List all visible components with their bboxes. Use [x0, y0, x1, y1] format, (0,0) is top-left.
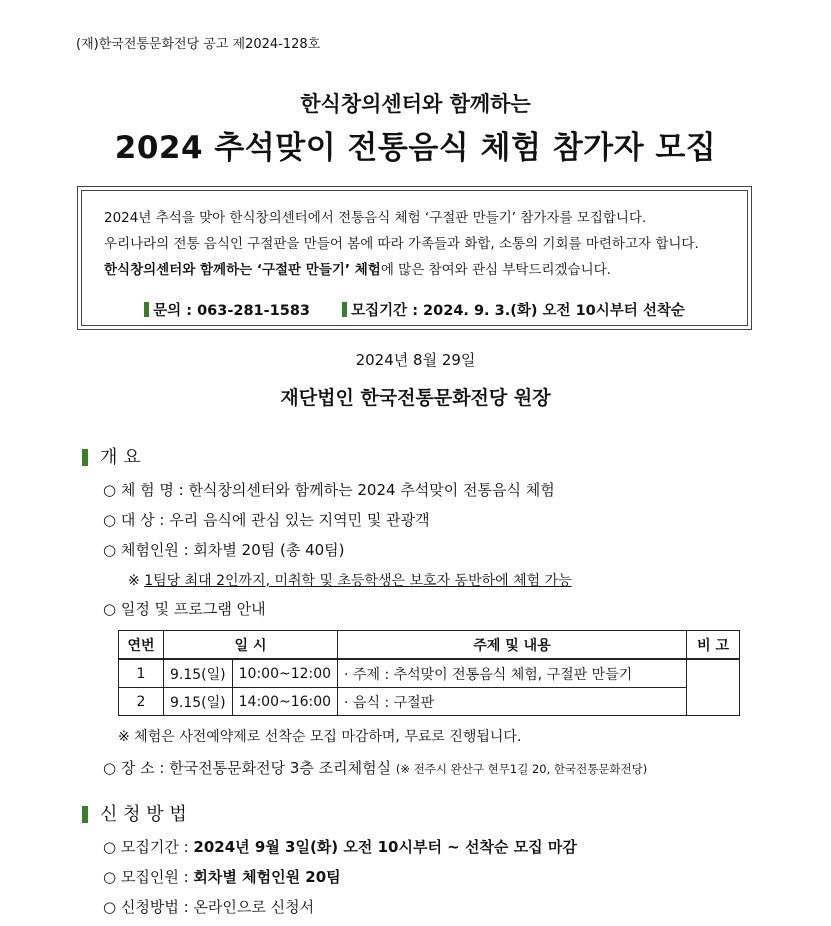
col-header-content: 주제 및 내용	[338, 631, 687, 660]
notice-number: (재)한국전통문화전당 공고 제2024-128호	[76, 37, 321, 52]
overview-people: ○ 체험인원 : 회차별 20팀 (총 40팀)	[103, 541, 345, 559]
section-overview-heading	[82, 443, 141, 469]
intro-line-2: 우리나라의 전통 음식인 구절판을 만들어 봄에 따라 가족들과 화합, 소통의 기회를 마련하고자 합니다.	[104, 236, 699, 252]
overview-target: ○ 대 상 : 우리 음식에 관심 있는 지역민 및 관광객	[103, 511, 430, 529]
apply-period-value: 2024년 9월 3일(화) 오전 10시부터 ~ 선착순 모집 마감	[193, 838, 577, 856]
overview-program-name: ○ 체 험 명 : 한식창의센터와 함께하는 2024 추석맞이 전통음식 체험	[103, 481, 555, 499]
apply-people-label: ○ 모집인원 :	[103, 868, 194, 886]
cell-no: 2	[119, 688, 164, 716]
intro-line-3-bold: 한식창의센터와 함께하는 ‘구절판 만들기’ 체험	[104, 262, 381, 278]
bullet-bar-icon	[342, 302, 347, 317]
cell-time: 14:00~16:00	[232, 688, 337, 716]
signer: 재단법인 한국전통문화전당 원장	[280, 387, 551, 409]
section-bar-icon	[82, 806, 88, 823]
table-row	[119, 688, 740, 716]
cell-desc-food: · 음식 : 구절판	[338, 688, 687, 716]
place-address: (※ 전주시 완산구 현무1길 20, 한국전통문화전당)	[395, 762, 648, 776]
apply-people-value: 회차별 체험인원 20팀	[193, 868, 341, 886]
table-row	[119, 659, 740, 688]
col-header-remark: 비 고	[687, 631, 740, 660]
cell-day: 9.15(일)	[164, 688, 233, 716]
table-header-row	[119, 631, 740, 660]
apply-people	[103, 866, 341, 887]
apply-period	[103, 836, 577, 857]
cell-desc-theme: · 주제 : 추석맞이 전통음식 체험, 구절판 만들기	[338, 659, 687, 688]
bullet-bar-icon	[144, 302, 149, 317]
cell-remark	[687, 659, 740, 716]
cell-no: 1	[119, 659, 164, 688]
recruit-period: 모집기간 : 2024. 9. 3.(화) 오전 10시부터 선착순	[351, 303, 685, 319]
intro-line-1: 2024년 추석을 맞아 한식창의센터에서 전통음식 체험 ‘구절판 만들기’ 참가자를 모집합니다.	[104, 210, 647, 226]
note-mark: ※	[128, 573, 145, 589]
reservation-note: ※ 체험은 사전예약제로 선착순 모집 마감하며, 무료로 진행됩니다.	[118, 729, 522, 745]
col-header-datetime: 일 시	[164, 631, 338, 660]
intro-line-3	[104, 258, 611, 278]
announcement-date: 2024년 8월 29일	[355, 351, 476, 369]
section-overview-title: 개 요	[100, 447, 141, 468]
overview-place	[103, 757, 647, 778]
cell-day: 9.15(일)	[164, 659, 233, 688]
overview-schedule-heading: ○ 일정 및 프로그램 안내	[103, 600, 266, 618]
intro-line-3-rest: 에 많은 참여와 관심 부탁드리겠습니다.	[380, 262, 611, 278]
section-bar-icon	[82, 449, 88, 466]
intro-contact-row	[82, 299, 747, 320]
apply-period-label: ○ 모집기간 :	[103, 838, 194, 856]
note-text: 1팀당 최대 2인까지, 미취학 및 초등학생은 보호자 동반하에 체험 가능	[144, 573, 572, 589]
page-subtitle: 한식창의센터와 함께하는	[300, 92, 531, 116]
section-apply-heading	[82, 800, 187, 826]
cell-time: 10:00~12:00	[232, 659, 337, 688]
contact-phone: 문의 : 063-281-1583	[153, 303, 310, 319]
apply-method: ○ 신청방법 : 온라인으로 신청서	[103, 898, 315, 916]
intro-box	[77, 186, 752, 330]
intro-box-inner	[81, 190, 748, 326]
overview-people-note	[128, 570, 572, 590]
page-title: 2024 추석맞이 전통음식 체험 참가자 모집	[114, 130, 717, 166]
col-header-no: 연번	[119, 631, 164, 660]
section-apply-title: 신 청 방 법	[100, 804, 187, 825]
place-text: ○ 장 소 : 한국전통문화전당 3층 조리체험실	[103, 759, 392, 777]
schedule-table	[118, 630, 740, 716]
